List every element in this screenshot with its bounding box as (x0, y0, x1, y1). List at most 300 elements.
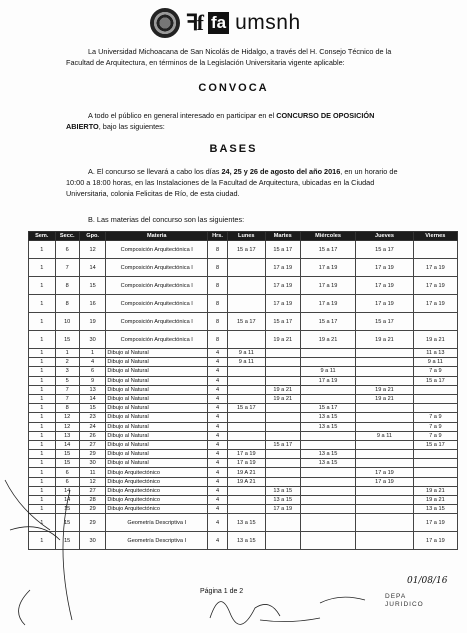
cell-viernes (413, 404, 457, 413)
cell-gpo: 19 (79, 313, 106, 331)
cell-hrs: 4 (208, 367, 228, 376)
cell-secc: 12 (55, 422, 79, 431)
table-row (29, 376, 458, 385)
cell-miercoles (300, 385, 355, 394)
cell-martes: 19 a 21 (265, 394, 300, 403)
cell-secc: 6 (55, 241, 79, 259)
schedule-table (28, 231, 458, 550)
cell-jueves: 17 a 19 (356, 477, 413, 486)
header-secc: Secc. (55, 232, 79, 241)
cell-lunes: 9 a 11 (227, 349, 265, 358)
cell-sem: 1 (29, 394, 56, 403)
cell-jueves: 17 a 19 (356, 277, 413, 295)
table-row (29, 241, 458, 259)
university-logo (150, 8, 301, 38)
convoca-heading: CONVOCA (198, 82, 269, 94)
cell-viernes: 15 a 17 (413, 440, 457, 449)
cell-viernes: 7 a 9 (413, 367, 457, 376)
cell-sem: 1 (29, 431, 56, 440)
cell-secc: 5 (55, 376, 79, 385)
cell-jueves (356, 422, 413, 431)
cell-lunes (227, 486, 265, 495)
cell-materia: Dibujo al Natural (106, 385, 208, 394)
cell-lunes (227, 505, 265, 514)
cell-materia: Dibujo al Natural (106, 404, 208, 413)
cell-miercoles (300, 505, 355, 514)
cell-miercoles (300, 431, 355, 440)
cell-secc: 15 (55, 514, 79, 532)
cell-sem: 1 (29, 486, 56, 495)
cell-jueves (356, 505, 413, 514)
cell-secc: 15 (55, 459, 79, 468)
cell-hrs: 4 (208, 532, 228, 550)
university-seal-icon (150, 8, 180, 38)
header-miercoles: Miércoles (300, 232, 355, 241)
cell-secc: 15 (55, 450, 79, 459)
table-row (29, 404, 458, 413)
cell-secc: 7 (55, 259, 79, 277)
cell-miercoles: 13 a 15 (300, 450, 355, 459)
cell-sem: 1 (29, 376, 56, 385)
cell-hrs: 4 (208, 431, 228, 440)
cell-miercoles (300, 440, 355, 449)
cell-jueves: 19 a 21 (356, 385, 413, 394)
cell-secc: 2 (55, 358, 79, 367)
cell-jueves: 19 a 21 (356, 394, 413, 403)
cell-jueves (356, 404, 413, 413)
table-row (29, 313, 458, 331)
cell-secc: 3 (55, 367, 79, 376)
cell-hrs: 4 (208, 376, 228, 385)
cell-martes (265, 367, 300, 376)
header-sem: Sem. (29, 232, 56, 241)
cell-secc: 8 (55, 277, 79, 295)
table-row (29, 413, 458, 422)
cell-viernes: 17 a 19 (413, 532, 457, 550)
cell-gpo: 27 (79, 440, 106, 449)
cell-lunes: 13 a 15 (227, 532, 265, 550)
cell-materia: Composición Arquitectónica I (106, 331, 208, 349)
cell-miercoles (300, 486, 355, 495)
cell-lunes: 13 a 15 (227, 514, 265, 532)
cell-sem: 1 (29, 295, 56, 313)
cell-materia: Composición Arquitectónica I (106, 241, 208, 259)
cell-lunes (227, 440, 265, 449)
cell-lunes (227, 394, 265, 403)
logo-text: umsnh (235, 11, 301, 34)
cell-miercoles (300, 532, 355, 550)
cell-hrs: 8 (208, 277, 228, 295)
cell-viernes: 19 a 21 (413, 486, 457, 495)
cell-martes: 17 a 19 (265, 277, 300, 295)
cell-secc: 10 (55, 313, 79, 331)
cell-gpo: 23 (79, 413, 106, 422)
cell-viernes: 7 a 9 (413, 413, 457, 422)
cell-miercoles: 17 a 19 (300, 259, 355, 277)
cell-hrs: 8 (208, 241, 228, 259)
header-martes: Martes (265, 232, 300, 241)
table-row (29, 459, 458, 468)
cell-jueves (356, 358, 413, 367)
cell-secc: 7 (55, 394, 79, 403)
cell-hrs: 4 (208, 477, 228, 486)
cell-materia: Dibujo Arquitectónico (106, 505, 208, 514)
cell-gpo: 24 (79, 422, 106, 431)
cell-sem: 1 (29, 440, 56, 449)
cell-martes (265, 349, 300, 358)
cell-martes: 17 a 19 (265, 259, 300, 277)
cell-miercoles: 17 a 19 (300, 277, 355, 295)
cell-lunes (227, 331, 265, 349)
item-b-paragraph: B. Las materias del concurso son las siguientes: (88, 215, 245, 224)
cell-jueves (356, 413, 413, 422)
table-row (29, 468, 458, 477)
cell-gpo: 14 (79, 394, 106, 403)
cell-materia: Dibujo al Natural (106, 367, 208, 376)
cell-materia: Composición Arquitectónica I (106, 259, 208, 277)
cell-sem: 1 (29, 496, 56, 505)
cell-gpo: 27 (79, 486, 106, 495)
cell-lunes: 19 A 21 (227, 468, 265, 477)
cell-jueves: 15 a 17 (356, 313, 413, 331)
cell-sem: 1 (29, 459, 56, 468)
cell-viernes (413, 468, 457, 477)
cell-materia: Dibujo al Natural (106, 440, 208, 449)
cell-lunes: 9 a 11 (227, 358, 265, 367)
cell-miercoles: 17 a 19 (300, 376, 355, 385)
cell-miercoles: 15 a 17 (300, 404, 355, 413)
cell-gpo: 30 (79, 459, 106, 468)
cell-sem: 1 (29, 450, 56, 459)
table-row (29, 431, 458, 440)
cell-hrs: 4 (208, 413, 228, 422)
cell-jueves: 17 a 19 (356, 468, 413, 477)
cell-viernes: 9 a 11 (413, 358, 457, 367)
cell-jueves (356, 514, 413, 532)
cell-jueves: 17 a 19 (356, 295, 413, 313)
table-row (29, 505, 458, 514)
cell-martes (265, 477, 300, 486)
cell-jueves: 19 a 21 (356, 331, 413, 349)
table-row (29, 440, 458, 449)
cell-hrs: 4 (208, 358, 228, 367)
cell-secc: 7 (55, 385, 79, 394)
cell-lunes (227, 277, 265, 295)
cell-sem: 1 (29, 367, 56, 376)
table-row (29, 349, 458, 358)
cell-viernes (413, 477, 457, 486)
table-row (29, 486, 458, 495)
cell-secc: 12 (55, 413, 79, 422)
table-row (29, 450, 458, 459)
cell-viernes (413, 450, 457, 459)
cell-hrs: 8 (208, 331, 228, 349)
cell-miercoles: 19 a 21 (300, 331, 355, 349)
cell-secc: 6 (55, 477, 79, 486)
cell-viernes: 17 a 19 (413, 277, 457, 295)
cell-gpo: 1 (79, 349, 106, 358)
table-row (29, 277, 458, 295)
cell-sem: 1 (29, 505, 56, 514)
cell-miercoles: 15 a 17 (300, 313, 355, 331)
cell-hrs: 4 (208, 404, 228, 413)
cell-jueves (356, 486, 413, 495)
cell-gpo: 28 (79, 496, 106, 505)
cell-viernes (413, 241, 457, 259)
cell-jueves (356, 532, 413, 550)
intro-paragraph: La Universidad Michoacana de San Nicolás de Hidalgo, a través del H. Consejo Técnico de la Facultad de Arquitectura, en términos de la Legislación Universitaria vigente aplicable: (66, 47, 392, 67)
cell-jueves: 15 a 17 (356, 241, 413, 259)
cell-viernes: 13 a 15 (413, 505, 457, 514)
cell-lunes: 15 a 17 (227, 313, 265, 331)
cell-gpo: 30 (79, 331, 106, 349)
cell-materia: Dibujo al Natural (106, 459, 208, 468)
cell-miercoles (300, 394, 355, 403)
cell-jueves (356, 349, 413, 358)
cell-jueves: 9 a 11 (356, 431, 413, 440)
cell-viernes: 7 a 9 (413, 431, 457, 440)
header-jueves: Jueves (356, 232, 413, 241)
cell-hrs: 4 (208, 514, 228, 532)
cell-hrs: 4 (208, 394, 228, 403)
handwritten-signature-bottom (200, 578, 370, 628)
table-row (29, 496, 458, 505)
table-row (29, 477, 458, 486)
cell-martes (265, 532, 300, 550)
cell-secc: 14 (55, 486, 79, 495)
fa-logo-icon: fa (208, 12, 229, 34)
cell-martes: 19 a 21 (265, 385, 300, 394)
cell-materia: Dibujo al Natural (106, 394, 208, 403)
cell-secc: 14 (55, 496, 79, 505)
cell-lunes (227, 413, 265, 422)
cell-sem: 1 (29, 241, 56, 259)
cell-sem: 1 (29, 477, 56, 486)
table-row (29, 514, 458, 532)
cell-sem: 1 (29, 259, 56, 277)
cell-secc: 15 (55, 331, 79, 349)
table-row (29, 532, 458, 550)
table-row (29, 367, 458, 376)
cell-jueves (356, 450, 413, 459)
cell-miercoles (300, 477, 355, 486)
cell-secc: 15 (55, 505, 79, 514)
cell-hrs: 4 (208, 505, 228, 514)
cell-sem: 1 (29, 413, 56, 422)
cell-sem: 1 (29, 532, 56, 550)
cell-materia: Geometría Descriptiva I (106, 532, 208, 550)
cell-gpo: 29 (79, 505, 106, 514)
cell-miercoles (300, 468, 355, 477)
cell-jueves (356, 376, 413, 385)
cell-viernes: 17 a 19 (413, 514, 457, 532)
schedule-body (29, 241, 458, 550)
cell-hrs: 4 (208, 486, 228, 495)
cell-materia: Geometría Descriptiva I (106, 514, 208, 532)
header-viernes: Viernes (413, 232, 457, 241)
cell-hrs: 4 (208, 422, 228, 431)
cell-sem: 1 (29, 331, 56, 349)
cell-sem: 1 (29, 385, 56, 394)
cell-martes: 15 a 17 (265, 241, 300, 259)
cell-jueves: 17 a 19 (356, 259, 413, 277)
cell-viernes: 7 a 9 (413, 422, 457, 431)
cell-sem: 1 (29, 358, 56, 367)
table-row (29, 259, 458, 277)
cell-hrs: 4 (208, 496, 228, 505)
cell-secc: 8 (55, 404, 79, 413)
cell-sem: 1 (29, 514, 56, 532)
table-row (29, 331, 458, 349)
cell-miercoles (300, 358, 355, 367)
cell-secc: 1 (55, 349, 79, 358)
cell-viernes (413, 394, 457, 403)
cell-lunes: 19 A 21 (227, 477, 265, 486)
cell-miercoles (300, 349, 355, 358)
table-row (29, 358, 458, 367)
cell-materia: Dibujo al Natural (106, 422, 208, 431)
bases-heading: BASES (209, 143, 258, 155)
cell-sem: 1 (29, 277, 56, 295)
cell-gpo: 26 (79, 431, 106, 440)
cell-lunes (227, 367, 265, 376)
cell-materia: Dibujo Arquitectónico (106, 486, 208, 495)
cell-miercoles: 13 a 15 (300, 413, 355, 422)
cell-martes (265, 459, 300, 468)
publico-paragraph: A todo el público en general interesado en participar en el CONCURSO DE OPOSICIÓN ABIERTO, bajo las siguientes: (66, 111, 375, 131)
cell-miercoles (300, 514, 355, 532)
cell-viernes: 19 a 21 (413, 496, 457, 505)
cell-materia: Dibujo al Natural (106, 376, 208, 385)
header-gpo: Gpo. (79, 232, 106, 241)
cell-secc: 14 (55, 440, 79, 449)
cell-martes: 15 a 17 (265, 440, 300, 449)
cell-materia: Dibujo Arquitectónico (106, 496, 208, 505)
header-hrs: Hrs. (208, 232, 228, 241)
cell-lunes (227, 376, 265, 385)
cell-viernes: 15 a 17 (413, 376, 457, 385)
cell-lunes (227, 496, 265, 505)
cell-martes (265, 431, 300, 440)
cell-martes: 19 a 21 (265, 331, 300, 349)
table-row (29, 394, 458, 403)
cell-gpo: 29 (79, 450, 106, 459)
cell-materia: Dibujo Arquitectónico (106, 477, 208, 486)
cell-sem: 1 (29, 349, 56, 358)
cell-secc: 8 (55, 295, 79, 313)
cell-miercoles: 9 a 11 (300, 367, 355, 376)
cell-martes (265, 358, 300, 367)
cell-jueves (356, 459, 413, 468)
cell-gpo: 12 (79, 241, 106, 259)
cell-secc: 15 (55, 532, 79, 550)
cell-sem: 1 (29, 404, 56, 413)
cell-martes (265, 422, 300, 431)
table-row (29, 295, 458, 313)
cell-lunes (227, 295, 265, 313)
cell-hrs: 4 (208, 349, 228, 358)
cell-lunes: 15 a 17 (227, 404, 265, 413)
table-header-row (29, 232, 458, 241)
cell-miercoles: 13 a 15 (300, 422, 355, 431)
handwritten-signature-left (0, 470, 80, 630)
cell-viernes: 17 a 19 (413, 295, 457, 313)
cell-gpo: 15 (79, 404, 106, 413)
cell-lunes (227, 422, 265, 431)
cell-gpo: 15 (79, 277, 106, 295)
architecture-emblem-icon: ꟻf (186, 10, 202, 35)
page-number: Página 1 de 2 (200, 588, 244, 595)
cell-hrs: 4 (208, 385, 228, 394)
cell-viernes: 17 a 19 (413, 259, 457, 277)
cell-jueves (356, 440, 413, 449)
header-materia: Materia (106, 232, 208, 241)
cell-lunes: 17 a 19 (227, 450, 265, 459)
cell-martes (265, 413, 300, 422)
cell-materia: Composición Arquitectónica I (106, 295, 208, 313)
cell-gpo: 9 (79, 376, 106, 385)
cell-miercoles: 13 a 15 (300, 459, 355, 468)
cell-martes: 13 a 15 (265, 496, 300, 505)
cell-sem: 1 (29, 313, 56, 331)
cell-materia: Composición Arquitectónica I (106, 313, 208, 331)
cell-materia: Dibujo al Natural (106, 349, 208, 358)
cell-lunes (227, 431, 265, 440)
cell-materia: Dibujo al Natural (106, 358, 208, 367)
cell-martes (265, 468, 300, 477)
cell-hrs: 4 (208, 450, 228, 459)
cell-martes (265, 376, 300, 385)
cell-martes: 17 a 19 (265, 295, 300, 313)
cell-secc: 6 (55, 468, 79, 477)
table-row (29, 385, 458, 394)
table-row (29, 422, 458, 431)
cell-jueves (356, 367, 413, 376)
cell-gpo: 29 (79, 514, 106, 532)
cell-hrs: 8 (208, 259, 228, 277)
cell-jueves (356, 496, 413, 505)
juridico-stamp: DEPA JURIDICO (385, 593, 424, 608)
header-lunes: Lunes (227, 232, 265, 241)
handwritten-date: 01/08/16 (407, 576, 448, 586)
cell-lunes: 17 a 19 (227, 459, 265, 468)
cell-viernes (413, 459, 457, 468)
cell-gpo: 12 (79, 477, 106, 486)
cell-martes: 17 a 19 (265, 505, 300, 514)
cell-viernes: 19 a 21 (413, 331, 457, 349)
cell-gpo: 13 (79, 385, 106, 394)
cell-miercoles: 17 a 19 (300, 295, 355, 313)
cell-miercoles: 15 a 17 (300, 241, 355, 259)
cell-gpo: 30 (79, 532, 106, 550)
cell-hrs: 8 (208, 313, 228, 331)
cell-hrs: 8 (208, 295, 228, 313)
cell-martes (265, 514, 300, 532)
cell-gpo: 16 (79, 295, 106, 313)
cell-gpo: 14 (79, 259, 106, 277)
cell-lunes: 15 a 17 (227, 241, 265, 259)
cell-martes: 15 a 17 (265, 313, 300, 331)
cell-sem: 1 (29, 468, 56, 477)
cell-secc: 13 (55, 431, 79, 440)
cell-hrs: 4 (208, 459, 228, 468)
cell-miercoles (300, 496, 355, 505)
cell-gpo: 4 (79, 358, 106, 367)
item-a-paragraph: A. El concurso se llevará a cabo los días 24, 25 y 26 de agosto del año 2016, en un horario de 10:00 a 18:00 horas, en las Instalaciones de la Facultad de Arquitectura, ubicadas en la Ciudad Universitaria, colonia Felicitas de Río, de esta ciudad. (66, 167, 398, 198)
cell-lunes (227, 259, 265, 277)
cell-materia: Dibujo Arquitectónico (106, 468, 208, 477)
cell-viernes: 11 a 13 (413, 349, 457, 358)
